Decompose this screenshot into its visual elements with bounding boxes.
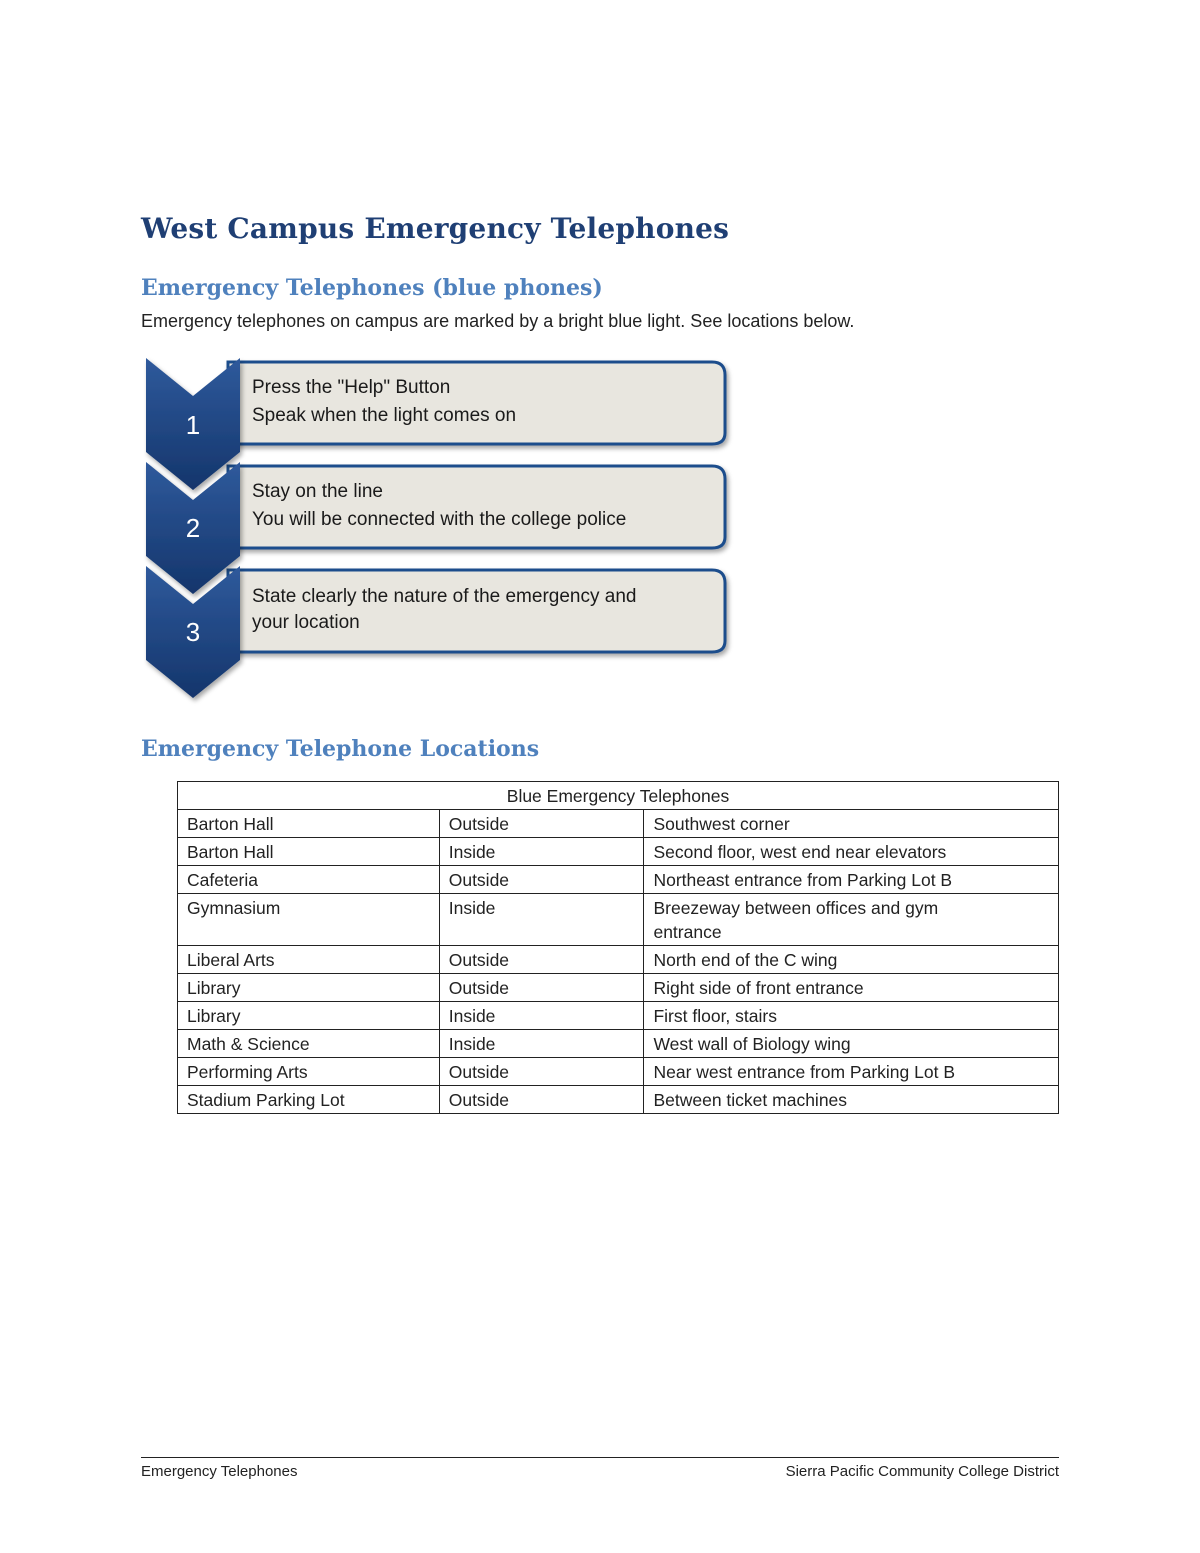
cell-position: Outside [439, 810, 644, 838]
step-number-2: 2 [185, 513, 201, 543]
cell-building: Stadium Parking Lot [178, 1086, 440, 1114]
cell-position: Inside [439, 1030, 644, 1058]
telephone-locations-table [177, 781, 1059, 1114]
step-3-line-1: State clearly the nature of the emergency and [252, 586, 637, 607]
cell-location: First floor, stairs [644, 1002, 1059, 1030]
cell-location: Right side of front entrance [644, 974, 1059, 1002]
cell-position: Outside [439, 946, 644, 974]
cell-building: Library [178, 974, 440, 1002]
step-2-line-1: Stay on the line [252, 481, 383, 502]
section-heading-locations: Emergency Telephone Locations [141, 736, 540, 762]
cell-location: Breezeway between offices and gym entrance [644, 894, 1059, 946]
table-row [178, 838, 1059, 866]
cell-position: Outside [439, 1058, 644, 1086]
cell-location: Near west entrance from Parking Lot B [644, 1058, 1059, 1086]
page-title: West Campus Emergency Telephones [141, 212, 730, 245]
cell-building: Gymnasium [178, 894, 440, 946]
table-row [178, 946, 1059, 974]
cell-location: West wall of Biology wing [644, 1030, 1059, 1058]
step-text-2 [252, 478, 712, 534]
step-1-line-1: Press the "Help" Button [252, 377, 451, 398]
step-number-3: 3 [185, 617, 201, 647]
step-2-line-2: You will be connected with the college police [252, 509, 627, 530]
cell-location: Between ticket machines [644, 1086, 1059, 1114]
table-row [178, 1030, 1059, 1058]
cell-position: Inside [439, 838, 644, 866]
footer-divider [141, 1457, 1059, 1458]
footer-right-text: Sierra Pacific Community College District [785, 1463, 1059, 1480]
cell-position: Outside [439, 866, 644, 894]
footer-left-text: Emergency Telephones [141, 1463, 298, 1480]
table-row [178, 810, 1059, 838]
table-row [178, 1086, 1059, 1114]
cell-building: Performing Arts [178, 1058, 440, 1086]
cell-building: Barton Hall [178, 838, 440, 866]
cell-building: Cafeteria [178, 866, 440, 894]
cell-building: Math & Science [178, 1030, 440, 1058]
cell-location: Second floor, west end near elevators [644, 838, 1059, 866]
step-text-3 [252, 584, 712, 636]
step-3-line-2: your location [252, 612, 360, 633]
section-heading-blue-phones: Emergency Telephones (blue phones) [141, 275, 603, 301]
cell-building: Liberal Arts [178, 946, 440, 974]
cell-position: Outside [439, 974, 644, 1002]
table-caption: Blue Emergency Telephones [178, 782, 1059, 810]
table-caption-row [178, 782, 1059, 810]
table-row [178, 866, 1059, 894]
cell-location: Northeast entrance from Parking Lot B [644, 866, 1059, 894]
cell-location: North end of the C wing [644, 946, 1059, 974]
cell-location: Southwest corner [644, 810, 1059, 838]
cell-position: Inside [439, 894, 644, 946]
table-row [178, 1002, 1059, 1030]
intro-paragraph: Emergency telephones on campus are marked by a bright blue light. See locations below. [141, 311, 855, 331]
cell-building: Barton Hall [178, 810, 440, 838]
table-row [178, 974, 1059, 1002]
step-number-1: 1 [185, 410, 201, 440]
cell-building: Library [178, 1002, 440, 1030]
table-row [178, 1058, 1059, 1086]
step-1-line-2: Speak when the light comes on [252, 405, 517, 426]
cell-position: Inside [439, 1002, 644, 1030]
table-row [178, 894, 1059, 946]
step-text-1 [252, 374, 712, 430]
cell-position: Outside [439, 1086, 644, 1114]
